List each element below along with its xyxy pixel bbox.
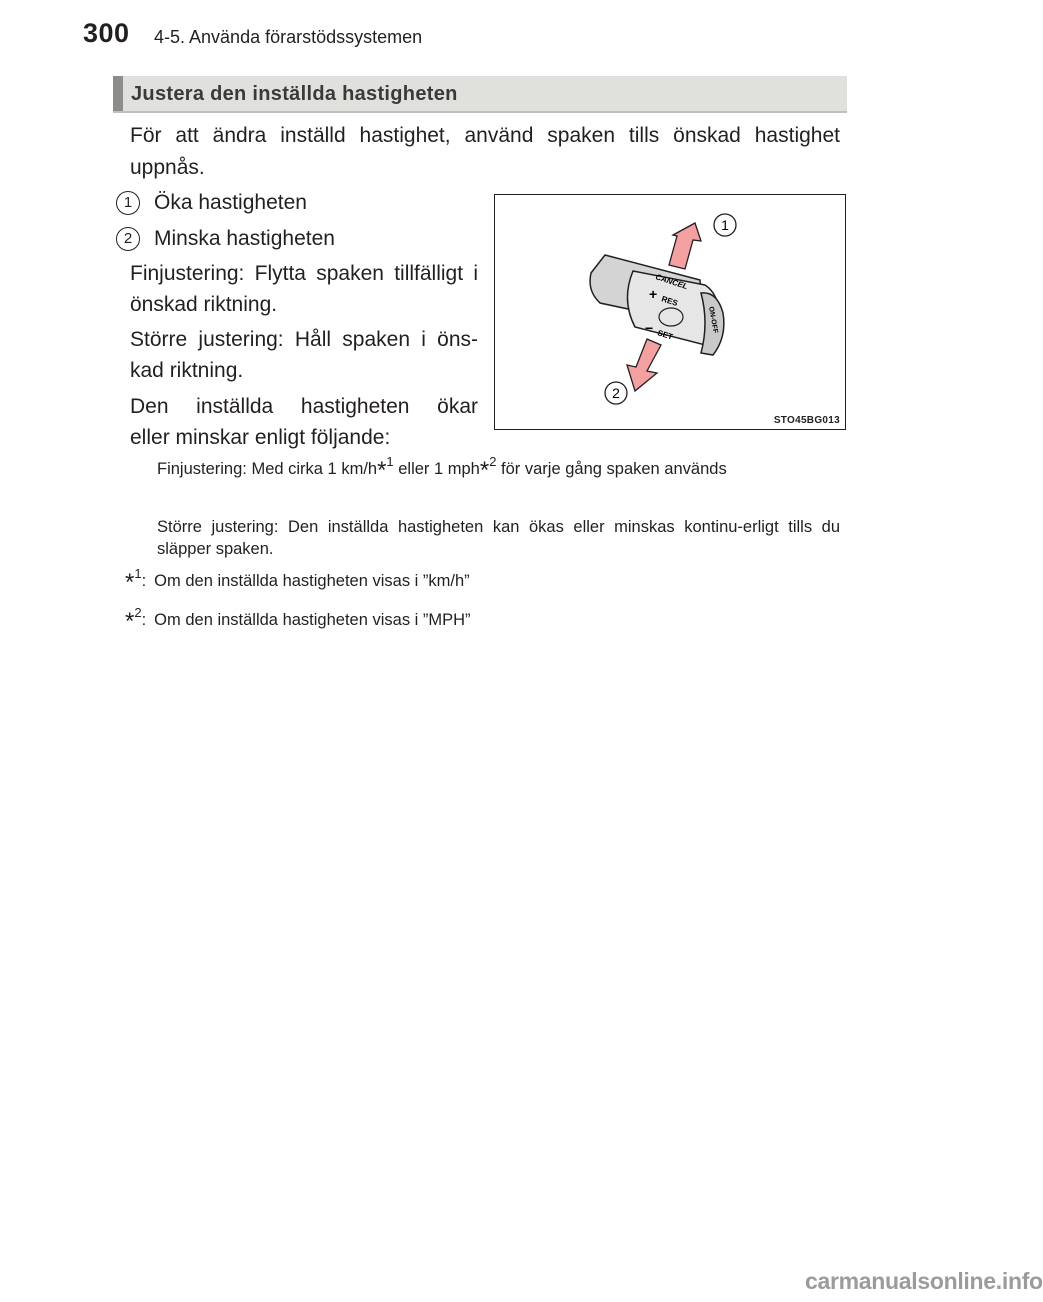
plus-label: + bbox=[649, 286, 658, 302]
footnote-ref: 1 bbox=[386, 454, 394, 469]
figure-code: STO45BG013 bbox=[773, 415, 840, 426]
step-label: Öka hastigheten bbox=[154, 191, 307, 214]
chapter-title: 4-5. Använda förarstödssystemen bbox=[154, 27, 423, 47]
detail-fine-part1: Finjustering: Med cirka 1 km/h bbox=[157, 460, 378, 478]
detail-fine-part2: eller 1 mph bbox=[393, 460, 480, 478]
minus-label: − bbox=[645, 320, 654, 336]
footnote-star: * bbox=[377, 457, 387, 484]
increase-arrow-icon bbox=[669, 223, 701, 269]
footnote-number: 1 bbox=[134, 566, 142, 581]
change-paragraph-line2: eller minskar enligt följande: bbox=[130, 426, 391, 449]
step-increase bbox=[116, 189, 307, 217]
step-label: Minska hastigheten bbox=[154, 227, 335, 250]
cancel-label: CANCEL bbox=[654, 272, 689, 292]
page-number: 300 bbox=[83, 18, 130, 48]
footnote-2 bbox=[125, 605, 471, 635]
on-off-label: ON-OFF bbox=[707, 306, 719, 334]
watermark: carmanualsonline.info bbox=[805, 1268, 1043, 1294]
footnote-star: * bbox=[125, 608, 135, 635]
footnote-1 bbox=[125, 566, 470, 596]
section-heading bbox=[113, 76, 847, 111]
section-divider bbox=[113, 111, 847, 113]
decrease-arrow-icon bbox=[627, 339, 661, 391]
cruise-lever-figure bbox=[494, 194, 846, 430]
large-adjust-paragraph: Större justering: Håll spaken i öns-kad riktning. bbox=[130, 328, 478, 382]
footnote-ref: 2 bbox=[489, 454, 497, 469]
lever-illustration bbox=[495, 195, 847, 431]
res-label: RES bbox=[660, 294, 679, 308]
intro-paragraph: För att ändra inställd hastighet, använd spaken tills önskad hastighet uppnås. bbox=[130, 124, 840, 179]
step-decrease bbox=[116, 225, 335, 253]
change-paragraph-line1: Den inställda hastigheten ökar bbox=[130, 395, 478, 418]
callout-1-number: 1 bbox=[721, 217, 729, 233]
footnote-text: Om den inställda hastigheten visas i ”km/h” bbox=[154, 572, 470, 590]
footnote-star: * bbox=[125, 569, 135, 596]
detail-large: Större justering: Den inställda hastigheten kan ökas eller minskas kontinu-erligt tills du släpper spaken. bbox=[157, 518, 840, 558]
footnote-text: Om den inställda hastigheten visas i ”MPH” bbox=[154, 611, 471, 629]
footnote-colon: : bbox=[141, 572, 147, 590]
set-label: SET bbox=[656, 328, 674, 342]
callout-2-number: 2 bbox=[612, 385, 620, 401]
footnote-number: 2 bbox=[134, 605, 142, 620]
step-number-icon: 1 bbox=[116, 191, 140, 215]
detail-fine bbox=[157, 454, 840, 484]
step-number-icon: 2 bbox=[116, 227, 140, 251]
footnote-colon: : bbox=[141, 611, 147, 629]
detail-fine-part3: för varje gång spaken används bbox=[496, 460, 727, 478]
fine-adjust-paragraph: Finjustering: Flytta spaken tillfälligt i önskad riktning. bbox=[130, 262, 478, 316]
footnote-star: * bbox=[479, 457, 490, 484]
section-title: Justera den inställda hastigheten bbox=[131, 83, 458, 105]
